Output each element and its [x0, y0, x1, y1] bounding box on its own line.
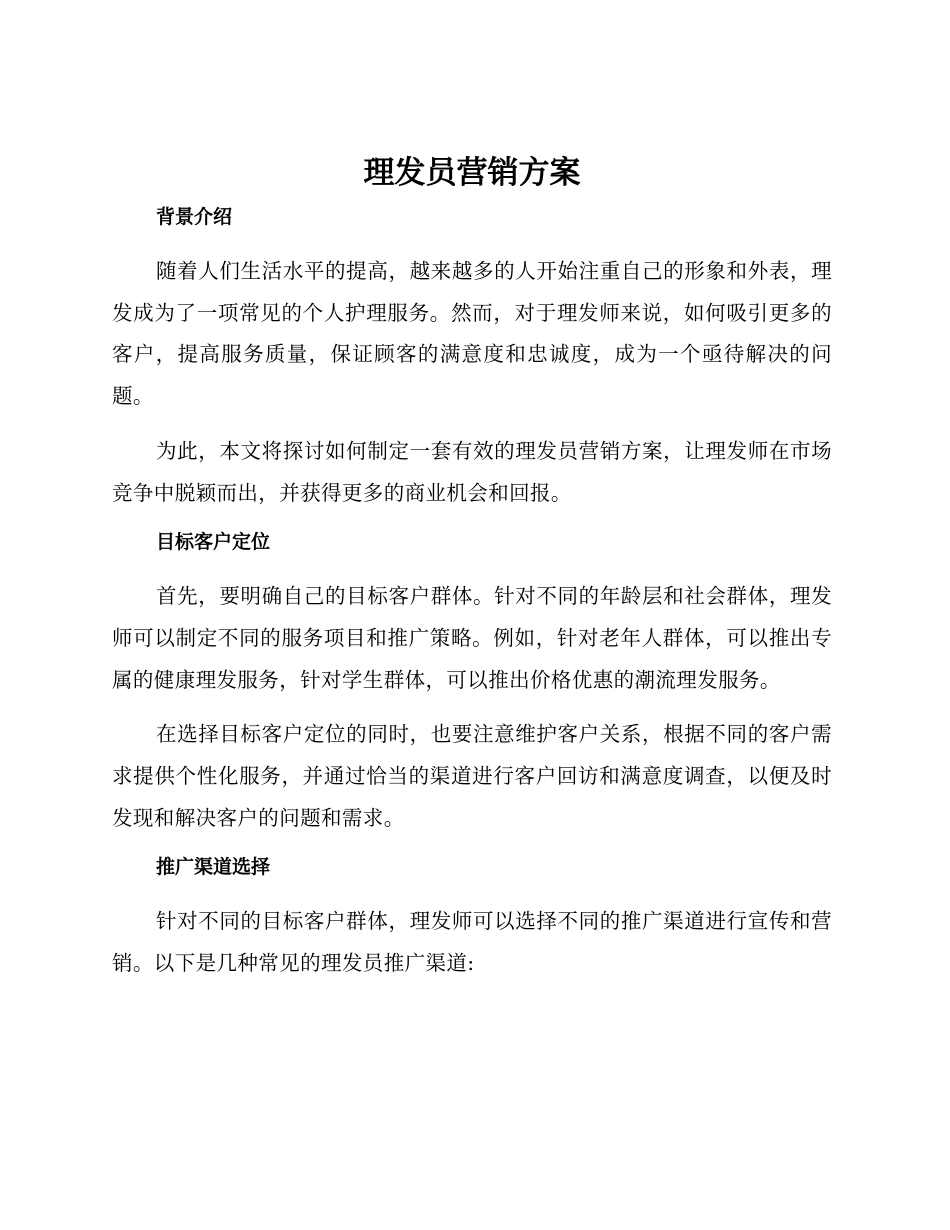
section-heading: 目标客户定位	[156, 531, 271, 554]
section-background	[112, 202, 832, 514]
document-title: 理发员营销方案	[363, 155, 581, 191]
paragraph: 首先，要明确自己的目标客户群体。针对不同的年龄层和社会群体，理发师可以制定不同的服务项目和推广策略。例如，针对老年人群体，可以推出专属的健康理发服务，针对学生群体，可以推出价格优惠的潮流理发服务。	[112, 584, 832, 692]
document-page	[112, 150, 832, 998]
section-heading: 推广渠道选择	[156, 856, 271, 879]
paragraph: 在选择目标客户定位的同时，也要注意维护客户关系，根据不同的客户需求提供个性化服务，并通过恰当的渠道进行客户回访和满意度调查，以便及时发现和解决客户的问题和需求。	[112, 722, 832, 830]
section-heading: 背景介绍	[156, 206, 233, 228]
paragraph: 随着人们生活水平的提高，越来越多的人开始注重自己的形象和外表，理发成为了一项常见的个人护理服务。然而，对于理发师来说，如何吸引更多的客户，提高服务质量，保证顾客的满意度和忠诚度，成为一个亟待解决的问题。	[112, 259, 832, 409]
paragraph: 为此，本文将探讨如何制定一套有效的理发员营销方案，让理发师在市场竞争中脱颖而出，并获得更多的商业机会和回报。	[112, 438, 832, 505]
section-promotion-channels	[112, 852, 832, 984]
section-target-customers	[112, 527, 832, 839]
paragraph: 针对不同的目标客户群体，理发师可以选择不同的推广渠道进行宣传和营销。以下是几种常见的理发员推广渠道:	[112, 909, 832, 976]
